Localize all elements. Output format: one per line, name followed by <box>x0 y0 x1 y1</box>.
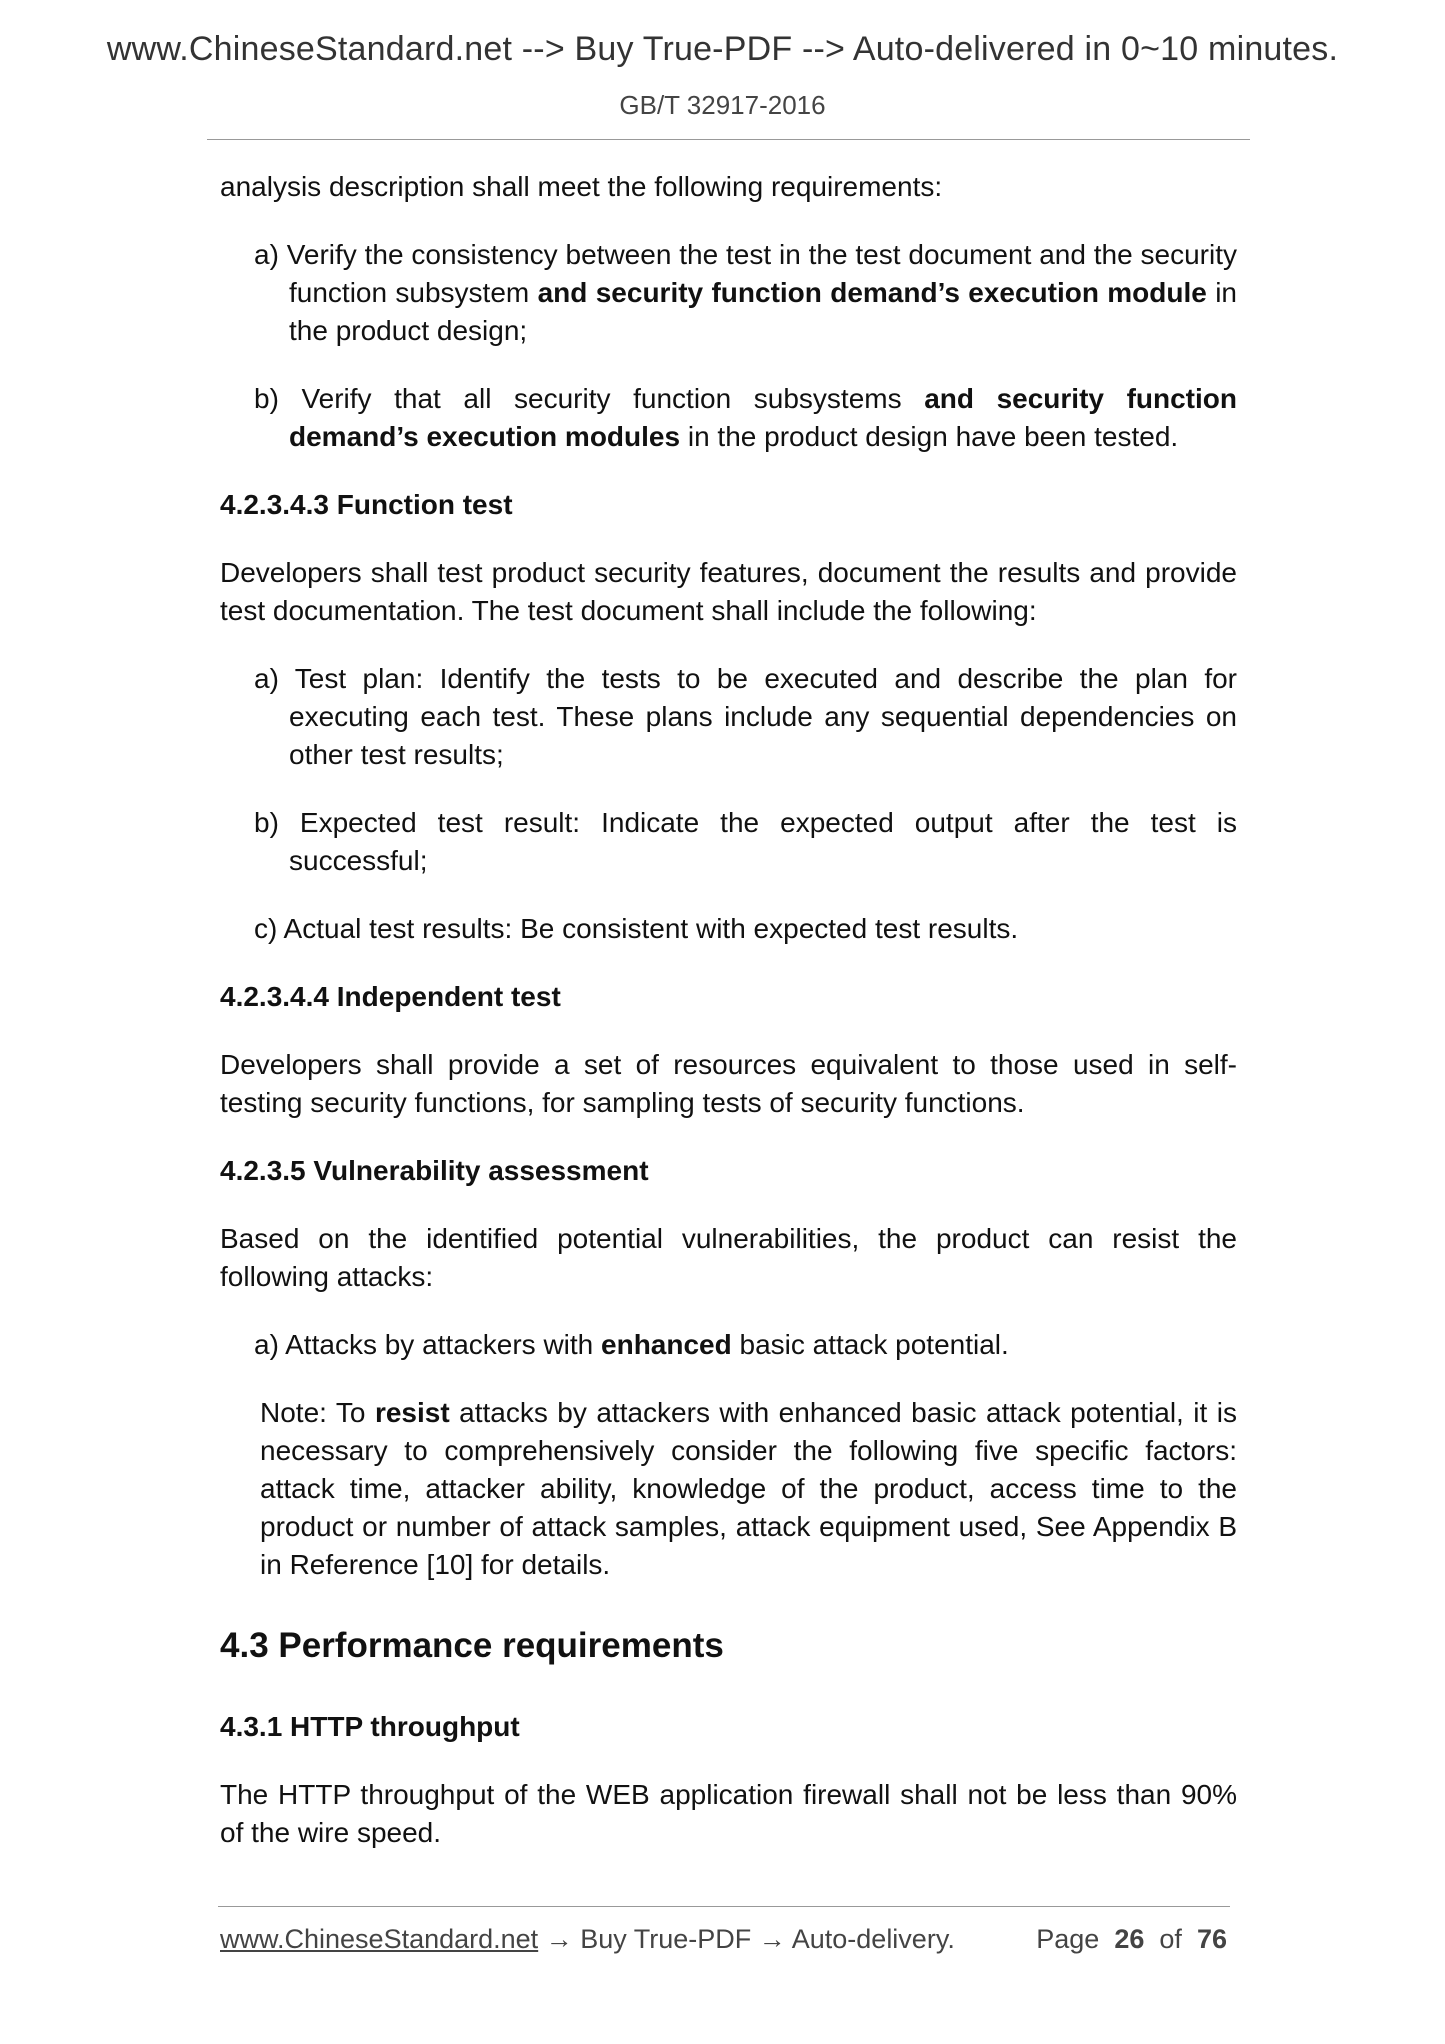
standard-code: GB/T 32917-2016 <box>619 90 826 120</box>
intro-paragraph: analysis description shall meet the following requirements: <box>220 171 943 202</box>
function-test-paragraph: Developers shall test product security features, document the results and provide test documentation. The test document shall include the following: <box>220 557 1237 626</box>
http-throughput-paragraph: The HTTP throughput of the WEB application firewall shall not be less than 90% of the wire speed. <box>220 1779 1237 1848</box>
coverage-item-a-text-end: in the product design; <box>289 277 1237 346</box>
coverage-item-b <box>254 380 1237 456</box>
note-bold: resist <box>374 1397 450 1428</box>
heading-performance-requirements: 4.3 Performance requirements <box>220 1626 724 1665</box>
vulnerability-paragraph: Based on the identified potential vulnerabilities, the product can resist the following attacks: <box>220 1223 1237 1292</box>
vulnerability-item-a-bold: enhanced <box>601 1329 732 1360</box>
page-current: 26 <box>1114 1924 1145 1954</box>
vulnerability-note <box>260 1394 1237 1584</box>
vulnerability-item-a <box>254 1326 1237 1364</box>
header-divider <box>207 139 1250 140</box>
heading-function-test: 4.2.3.4.3 Function test <box>220 489 513 520</box>
independent-test-paragraph: Developers shall provide a set of resources equivalent to those used in self-testing security functions, for sampling tests of security functions. <box>220 1049 1237 1118</box>
footer-promo <box>220 1924 955 1955</box>
coverage-item-a-bold: and security function demand’s execution module <box>537 277 1207 308</box>
page-total: 76 <box>1196 1924 1227 1954</box>
coverage-item-b-bold: and security function demand’s execution modules <box>289 383 1237 452</box>
page-indicator <box>1036 1924 1227 1955</box>
note-text: Note: To <box>260 1397 375 1428</box>
footer-promo-text: → Buy True-PDF → Auto-delivery. <box>538 1924 955 1954</box>
function-test-item-b: b) Expected test result: Indicate the expected output after the test is successful; <box>254 807 1237 876</box>
function-test-item-c: c) Actual test results: Be consistent with expected test results. <box>254 913 1019 944</box>
heading-vulnerability-assessment: 4.2.3.5 Vulnerability assessment <box>220 1155 649 1186</box>
footer-divider <box>218 1906 1230 1907</box>
footer-site-link[interactable]: www.ChineseStandard.net <box>220 1924 539 1954</box>
heading-independent-test: 4.2.3.4.4 Independent test <box>220 981 561 1012</box>
site-banner: www.ChineseStandard.net --> Buy True-PDF --> Auto-delivered in 0~10 minutes. <box>106 30 1339 68</box>
of-label: of <box>1159 1924 1182 1954</box>
coverage-item-b-text: b) Verify that all security function subsystems <box>254 383 925 414</box>
page-content <box>220 168 1237 1852</box>
page-label: Page <box>1036 1924 1100 1954</box>
note-text-end: attacks by attackers with enhanced basic attack potential, it is necessary to comprehensively consider the following five specific factors: attack time, attacker ability, knowledge of the product, access time to the product or number of attack samples, attack equipment used, See Appendix B in Reference [10] for details. <box>260 1397 1237 1580</box>
function-test-item-a: a) Test plan: Identify the tests to be executed and describe the plan for executing each test. These plans include any sequential dependencies on other test results; <box>254 663 1237 770</box>
coverage-item-b-text-end: in the product design have been tested. <box>680 421 1179 452</box>
heading-http-throughput: 4.3.1 HTTP throughput <box>220 1711 520 1742</box>
coverage-item-a-text: a) Verify the consistency between the test in the test document and the security function subsystem <box>254 239 1237 308</box>
vulnerability-item-a-text: a) Attacks by attackers with <box>254 1329 602 1360</box>
vulnerability-item-a-text-end: basic attack potential. <box>731 1329 1009 1360</box>
coverage-item-a <box>254 236 1237 350</box>
